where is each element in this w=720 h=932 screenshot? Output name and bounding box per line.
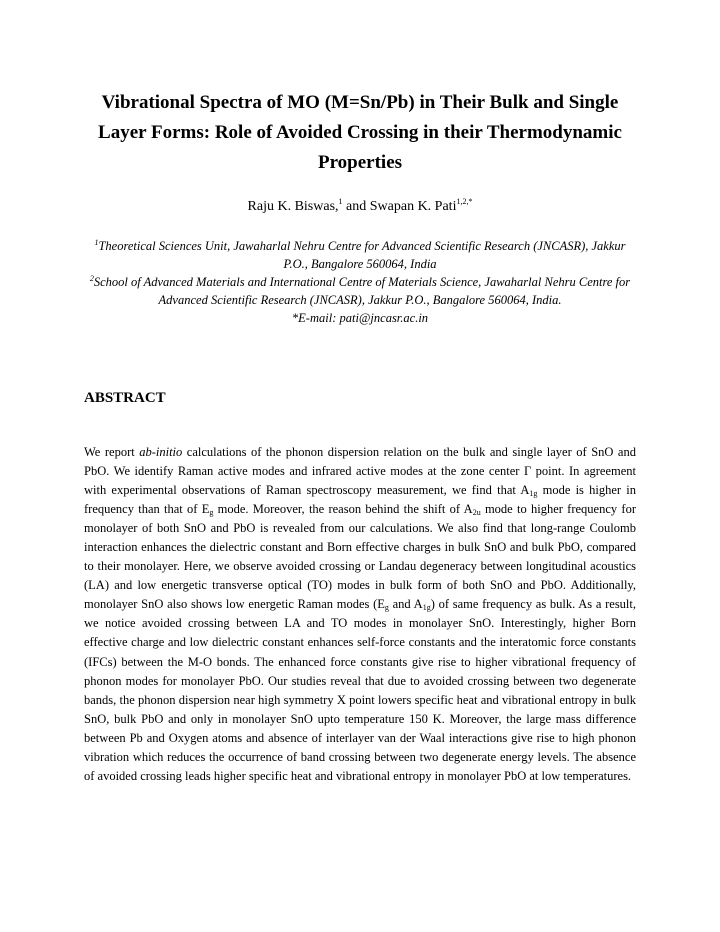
corresponding-author-mark: * [468,197,473,206]
affiliations [84,237,636,327]
author-line [84,197,636,217]
author-2-name: Swapan K. Pati [369,199,457,214]
affiliation-2 [84,273,636,309]
author-1-name: Raju K. Biswas, [247,199,339,214]
author-joiner: and [342,199,370,214]
abstract-body: We report ab-initio calculations of the phonon dispersion relation on the bulk and single layer of SnO and PbO. We identify Raman active modes and infrared active modes at the zone center Γ point. In agreement with experimental observations of Raman spectroscopy measurement, we find that $A_{1g}$ mode is higher in frequency than that of $E_g$ mode. Moreover, the reason behind the shift of $A_{2u}$ mode to higher frequency for monolayer of both SnO and PbO is revealed from our calculations. We also find that long-range Coulomb interaction enhances the dielectric constant and Born effective charges in bulk SnO and bulk PbO, compared to their monolayer. Here, we observe avoided crossing or Landau degeneracy between longitudinal acoustics (LA) and low energetic transverse optical (TO) modes in bulk form of both SnO and PbO. Additionally, monolayer SnO also shows low energetic Raman modes ($E_g$ and $A_{1g}$) of same frequency as bulk. As a result, we notice avoided crossing between LA and TO modes in monolayer SnO. Interestingly, higher Born effective charge and low dielectric constant enhances self-force constants and the interatomic force constants (IFCs) between the M-O bonds. The enhanced force constants give rise to higher vibrational frequency of phonon modes for monolayer PbO. Our studies reveal that due to avoided crossing between two degenerate bands, the phonon dispersion near high symmetry X point lowers specific heat and vibrational entropy in bulk SnO, bulk PbO and only in monolayer SnO upto temperature 150 K. Moreover, the large mass difference between Pb and Oxygen atoms and absence of interlayer van der Waal interactions give rise to high phonon vibration which reduces the occurrence of band crossing between two degenerate energy levels. The absence of avoided crossing leads higher specific heat and vibrational entropy in monolayer PbO at low temperatures. [84,444,637,784]
affiliation-1 [84,237,636,273]
author-2-affil-mark: 1,2,* [456,197,473,206]
abstract-heading: ABSTRACT [84,390,166,406]
affiliation-2-text: School of Advanced Materials and International Centre of Materials Science, Jawaharlal Nehru Centre for Advanced Scientific Research (JNCASR), Jakkur P.O., Bangalore 560064, India. [93,275,631,307]
affiliation-2-mark: 2 [89,274,94,283]
affiliation-1-text: Theoretical Sciences Unit, Jawaharlal Nehru Centre for Advanced Scientific Research (JNCASR), Jakkur P.O., Bangalore 560064, India [98,239,626,271]
ab-initio-term: ab-initio [139,444,183,459]
author-1-affil-mark: 1 [338,197,343,206]
affiliation-1-mark: 1 [94,238,99,247]
paper-title: Vibrational Spectra of MO (M=Sn/Pb) in Their Bulk and Single Layer Forms: Role of Avoided Crossing in their Thermodynamic Properties [98,92,622,173]
contact-email: *E-mail: pati@jncasr.ac.in [291,311,429,325]
